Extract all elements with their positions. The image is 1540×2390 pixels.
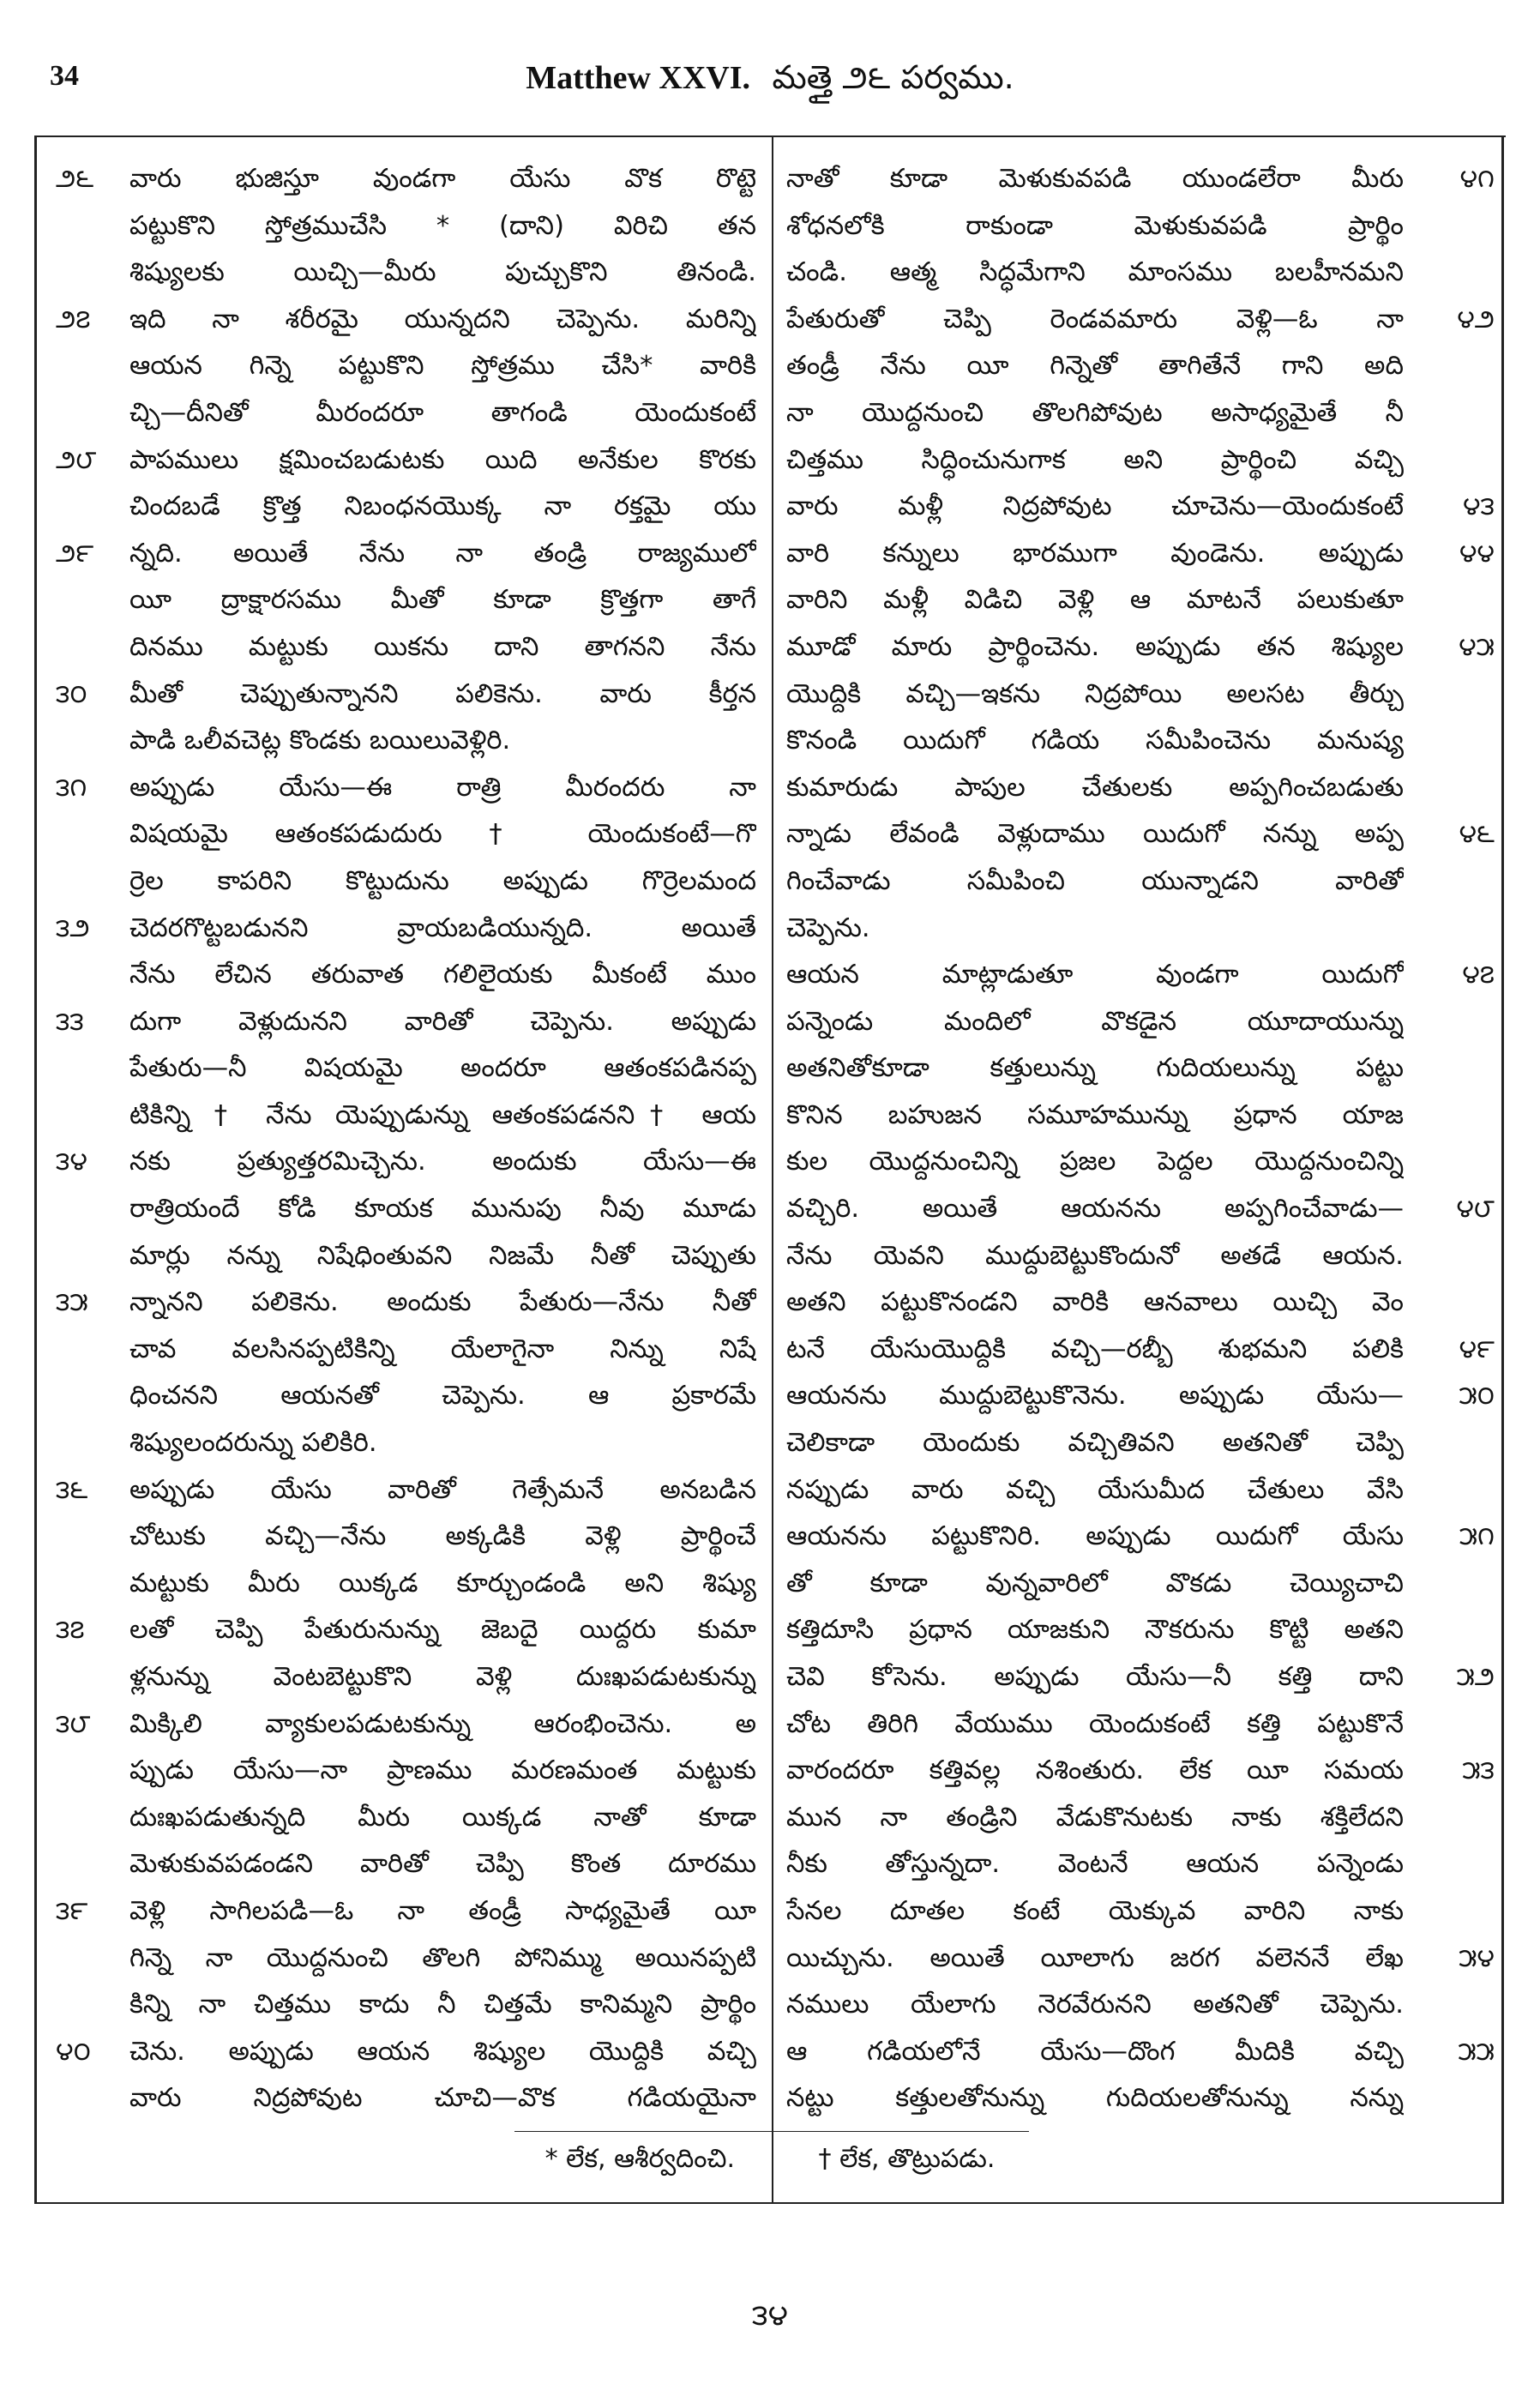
verse-line	[776, 1982, 1507, 2029]
verse-number: ౨౯	[56, 538, 94, 569]
verse-line	[776, 390, 1507, 437]
verse-line	[37, 2029, 770, 2076]
verse-line	[37, 718, 770, 765]
verse-text: వారిని మళ్లీ విడిచి వెళ్లి ఆ మాటనే పలుకుతూ	[786, 585, 1404, 616]
verse-text: మీతో చెప్పుతున్నానని పలికెను. వారు కీర్తన	[129, 678, 756, 709]
verse-line	[37, 952, 770, 999]
verse-text: శిష్యులందరున్ను పలికిరి.	[129, 1428, 377, 1459]
verse-line	[37, 1093, 770, 1140]
verse-line	[776, 297, 1507, 344]
verse-text: తండ్రీ నేను యీ గిన్నెతో తాగితేనే గాని అది	[786, 351, 1404, 382]
scripture-page	[34, 34, 1506, 2333]
verse-text: చెవి కోసెను. అప్పుడు యేసు—నీ కత్తి దాని	[786, 1662, 1404, 1692]
verse-text: చావ వలసినప్పటికిన్ని యేలాగైనా నిన్ను నిషే	[129, 1333, 756, 1364]
left-column	[37, 156, 770, 2122]
verse-line	[37, 1561, 770, 1608]
verse-line	[776, 624, 1507, 671]
verse-line	[776, 858, 1507, 906]
verse-text: శిష్యులకు యిచ్చి—మీరు పుచ్చుకొని తినండి.	[129, 257, 756, 288]
verse-number: ౩౮	[56, 1708, 91, 1739]
verse-line	[776, 484, 1507, 531]
verse-text: చోట తిరిగి వేయుము యెందుకంటే కత్తి పట్టుకొనే	[786, 1708, 1404, 1739]
verse-line	[776, 1561, 1507, 1608]
verse-line	[776, 1279, 1507, 1327]
verse-text: వారు మళ్లీ నిద్రపోవుట చూచెను—యెందుకంటే	[786, 491, 1404, 522]
verse-line	[37, 1514, 770, 1561]
verse-line	[776, 1935, 1507, 1983]
verse-line	[37, 1701, 770, 1749]
verse-text: అతని పట్టుకొనండని వారికి ఆనవాలు యిచ్చి వెం	[786, 1287, 1404, 1318]
verse-text: వారు భుజిస్తూ వుండగా యేసు వొక రొట్టె	[129, 164, 756, 194]
verse-line	[776, 765, 1507, 812]
verse-number: ౪౫	[1459, 631, 1495, 662]
verse-text: ఆయన మాట్లాడుతూ వుండగా యిదుగో	[786, 960, 1404, 990]
verse-line	[776, 1327, 1507, 1374]
verse-number: ౩౬	[56, 1474, 88, 1505]
verse-text: ఇది నా శరీరమై యున్నదని చెప్పెను. మరిన్ని	[129, 304, 756, 334]
verse-line	[37, 1233, 770, 1280]
verse-text: కత్తిదూసి ప్రధాన యాజకుని నౌకరును కొట్టి అతని	[786, 1615, 1404, 1646]
verse-line	[37, 1748, 770, 1795]
verse-line	[776, 203, 1507, 250]
verse-text: పాడి ఒలీవచెట్ల కొండకు బయిలువెళ్లిరి.	[129, 725, 511, 756]
verse-text: నట్టు కత్తులతోనున్ను గుదియలతోనున్ను నన్ను	[786, 2083, 1404, 2114]
verse-text: ఆయన గిన్నె పట్టుకొని స్తోత్రము చేసి* వారికి	[129, 351, 756, 382]
verse-text: నాతో కూడా మెళుకువపడి యుండలేరా మీరు	[786, 164, 1404, 194]
verse-text: వచ్చిరి. అయితే ఆయనను అప్పగించేవాడు—	[786, 1194, 1404, 1225]
verse-number: ౪౨	[1457, 304, 1495, 334]
footnote-rule	[514, 2131, 1029, 2132]
verse-line	[776, 1233, 1507, 1280]
verse-text: కొనండి యిదుగో గడియ సమీపించెను మనుష్య	[786, 725, 1404, 756]
verse-line	[776, 1139, 1507, 1186]
footnote-2: † లేక, తొట్రుపడు.	[818, 2144, 996, 2174]
verse-text: పేతురు—నీ విషయమై అందరూ ఆతంకపడినప్ప	[129, 1053, 756, 1084]
verse-line	[776, 1467, 1507, 1514]
verse-line	[37, 1795, 770, 1842]
verse-text: న్నది. అయితే నేను నా తండ్రి రాజ్యములో	[129, 538, 756, 569]
verse-text: చండి. ఆత్మ సిద్ధమేగాని మాంసము బలహీనమని	[786, 257, 1404, 288]
folio-number: ౩౪	[752, 2298, 788, 2333]
verse-line	[37, 1888, 770, 1935]
verse-number: ౪౮	[1456, 1194, 1495, 1225]
verse-line	[37, 1935, 770, 1983]
verse-line	[776, 1795, 1507, 1842]
verse-text: ఆయనను ముద్దుబెట్టుకొనెను. అప్పుడు యేసు—	[786, 1381, 1404, 1412]
verse-line	[776, 906, 1507, 953]
verse-line	[37, 531, 770, 578]
verse-number: ౨౮	[56, 444, 97, 475]
verse-number: ౪౭	[1462, 960, 1495, 990]
verse-line	[37, 1420, 770, 1467]
verse-text: పన్నెండు మందిలో వొకడైన యూదాయున్ను	[786, 1006, 1404, 1037]
verse-text: న్నాడు లేవండి వెళ్లుదాము యిదుగో నన్ను అప్ప	[786, 819, 1404, 850]
verse-line	[776, 1748, 1507, 1795]
verse-line	[776, 1045, 1507, 1093]
verse-line	[37, 203, 770, 250]
verse-number: ౫౨	[1456, 1662, 1495, 1692]
verse-text: యీ ద్రాక్షారసము మీతో కూడా క్రొత్తగా తాగే	[129, 585, 756, 616]
verse-text: అప్పుడు యేసు వారితో గెత్సేమనే అనబడిన	[129, 1474, 756, 1505]
title-latin: Matthew XXVI.	[526, 60, 750, 96]
footnotes	[34, 2144, 1506, 2180]
verse-line	[37, 999, 770, 1046]
verse-number: ౩౦	[56, 678, 87, 709]
verse-text: నములు యేలాగు నెరవేరునని అతనితో చెప్పెను.	[786, 1990, 1404, 2020]
verse-line	[37, 1186, 770, 1233]
verse-line	[37, 811, 770, 858]
verse-line	[37, 1467, 770, 1514]
verse-number: ౩౪	[56, 1147, 87, 1177]
verse-number: ౪౯	[1459, 1333, 1495, 1364]
verse-text: కిన్ని నా చిత్తము కాదు నీ చిత్తమే కానిమ్మని ప్రార్థిం	[129, 1990, 756, 2020]
verse-number: ౪౩	[1463, 491, 1495, 522]
verse-line	[776, 531, 1507, 578]
verse-line	[37, 390, 770, 437]
verse-text: ర్రెల కాపరిని కొట్టుదును అప్పుడు గొర్రెలమంద	[129, 865, 756, 896]
verse-text: మార్లు నన్ను నిషేధింతువని నిజమే నీతో చెప్పుతు	[129, 1240, 756, 1271]
verse-line	[776, 437, 1507, 485]
verse-line	[776, 811, 1507, 858]
verse-line	[776, 999, 1507, 1046]
verse-line	[37, 1139, 770, 1186]
verse-line	[37, 765, 770, 812]
verse-line	[776, 2029, 1507, 2076]
verse-text: మిక్కిలి వ్యాకులపడుటకున్ను ఆరంభించెను. అ	[129, 1708, 756, 1739]
verse-line	[776, 1607, 1507, 1654]
verse-line	[37, 624, 770, 671]
verse-text: సేనల దూతల కంటే యెక్కువ వారిని నాకు	[786, 1895, 1404, 1926]
running-header	[34, 34, 1506, 129]
verse-text: గిన్నె నా యొద్దనుంచి తొలగి పోనిమ్ము అయినప్పటి	[129, 1942, 756, 1973]
verse-line	[776, 156, 1507, 203]
verse-line	[776, 250, 1507, 297]
verse-text: పేతురుతో చెప్పి రెండవమారు వెళ్లి—ఓ నా	[786, 304, 1404, 334]
verse-text: గించేవాడు సమీపించి యున్నాడని వారితో	[786, 865, 1404, 896]
verse-text: టికిన్ని † నేను యెప్పుడున్ను ఆతంకపడనని† ఆయ	[129, 1099, 756, 1130]
verse-text: నా యొద్దనుంచి తొలగిపోవుట అసాధ్యమైతే నీ	[786, 397, 1404, 428]
verse-line	[776, 1888, 1507, 1935]
verse-line	[776, 1093, 1507, 1140]
verse-text: న్నానని పలికెను. అందుకు పేతురు—నేను నీతో	[129, 1287, 756, 1318]
verse-line	[776, 1841, 1507, 1888]
verse-line	[37, 2075, 770, 2122]
verse-text: ఆయనను పట్టుకొనిరి. అప్పుడు యిదుగో యేసు	[786, 1521, 1404, 1552]
verse-text: నకు ప్రత్యుత్తరమిచ్చెను. అందుకు యేసు—ఈ	[129, 1147, 756, 1177]
verse-text: ప్పుడు యేసు—నా ప్రాణము మరణమంత మట్టుకు	[129, 1755, 756, 1786]
verse-line	[37, 484, 770, 531]
verse-text: వారందరూ కత్తివల్ల నశింతురు. లేక యీ సమయ	[786, 1755, 1404, 1786]
verse-line	[37, 906, 770, 953]
verse-text: చెదరగొట్టబడునని వ్రాయబడియున్నది. అయితే	[129, 912, 756, 943]
verse-line	[37, 1607, 770, 1654]
footnote-1: * లేక, ఆశీర్వదించి.	[544, 2144, 735, 2174]
verse-text: వారు నిద్రపోవుట చూచి—వొక గడియయైనా	[129, 2083, 756, 2114]
verse-line	[776, 718, 1507, 765]
verse-text: మట్టుకు మీరు యిక్కడ కూర్చుండండి అని శిష్యు	[129, 1568, 756, 1598]
verse-text: అప్పుడు యేసు—ఈ రాత్రి మీరందరు నా	[129, 772, 756, 803]
verse-text: శోధనలోకి రాకుండా మెళుకువపడి ప్రార్థిం	[786, 210, 1404, 241]
verse-number: ౫౫	[1458, 2036, 1495, 2067]
verse-text: లతో చెప్పి పేతురునున్ను జెబదై యిద్దరు కుమా	[129, 1615, 756, 1646]
verse-line	[37, 297, 770, 344]
verse-line	[37, 156, 770, 203]
verse-number: ౫౪	[1459, 1942, 1495, 1973]
verse-text: కొనిన బహుజన సమూహమున్ను ప్రధాన యాజ	[786, 1099, 1404, 1130]
verse-line	[776, 671, 1507, 719]
verse-number: ౩౭	[56, 1615, 85, 1646]
verse-line	[37, 1373, 770, 1420]
verse-text: చెను. అప్పుడు ఆయన శిష్యుల యొద్దికి వచ్చి	[129, 2036, 756, 2067]
verse-text: ధించనని ఆయనతో చెప్పెను. ఆ ప్రకారమే	[129, 1381, 756, 1412]
verse-text: మున నా తండ్రిని వేడుకొనుటకు నాకు శక్తిలేదని	[786, 1802, 1404, 1833]
verse-line	[37, 671, 770, 719]
verse-line	[776, 1514, 1507, 1561]
verse-text: యొద్దికి వచ్చి—ఇకను నిద్రపోయి అలసట తీర్చు	[786, 678, 1404, 709]
verse-number: ౪౪	[1459, 538, 1495, 569]
page-number: 34	[50, 60, 79, 92]
verse-line	[37, 1279, 770, 1327]
verse-line	[776, 1186, 1507, 1233]
verse-text: విషయమై ఆతంకపడుదురు † యెందుకంటే—గొ	[129, 819, 756, 850]
verse-line	[37, 1045, 770, 1093]
verse-text: నేను లేచిన తరువాత గలిలైయకు మీకంటే ముం	[129, 960, 756, 990]
verse-number: ౫౧	[1459, 1521, 1495, 1552]
verse-text: ఆ గడియలోనే యేసు—దొంగ మీదికి వచ్చి	[786, 2036, 1404, 2067]
verse-text: దుఃఖపడుతున్నది మీరు యిక్కడ నాతో కూడా	[129, 1802, 756, 1833]
verse-line	[37, 577, 770, 624]
verse-text: దినము మట్టుకు యికను దాని తాగనని నేను	[129, 631, 756, 662]
verse-text: పాపములు క్షమించబడుటకు యిది అనేకుల కొరకు	[129, 444, 756, 475]
verse-text: చోటుకు వచ్చి—నేను అక్కడికి వెళ్లి ప్రార్థించే	[129, 1521, 756, 1552]
verse-line	[776, 343, 1507, 390]
verse-text: టనే యేసుయొద్దికి వచ్చి—రబ్బీ శుభమని పలికి	[786, 1333, 1404, 1364]
verse-number: ౫౩	[1462, 1755, 1495, 1786]
verse-number: ౨౭	[56, 304, 91, 334]
verse-text: నప్పుడు వారు వచ్చి యేసుమీద చేతులు వేసి	[786, 1474, 1404, 1505]
verse-text: కుమారుడు పాపుల చేతులకు అప్పగించబడుతు	[786, 772, 1404, 803]
verse-line	[37, 343, 770, 390]
verse-text: దుగా వెళ్లుదునని వారితో చెప్పెను. అప్పుడు	[129, 1006, 756, 1037]
verse-text: తో కూడా వున్నవారిలో వొకడు చెయ్యిచాచి	[786, 1568, 1404, 1598]
verse-number: ౩౧	[56, 772, 87, 803]
verse-text: చెలికాడా యెందుకు వచ్చితివని అతనితో చెప్పి	[786, 1428, 1404, 1459]
verse-text: చిత్తము సిద్ధించునుగాక అని ప్రార్థించి వచ్చి	[786, 444, 1404, 475]
verse-number: ౪౧	[1459, 164, 1495, 194]
verse-line	[776, 1701, 1507, 1749]
verse-number: ౪౦	[56, 2036, 91, 2067]
verse-number: ౪౬	[1459, 819, 1495, 850]
verse-text: చ్చి—దీనితో మీరందరూ తాగండి యెందుకంటే	[129, 397, 756, 428]
verse-text: మూడో మారు ప్రార్థించెను. అప్పుడు తన శిష్యుల	[786, 631, 1404, 662]
verse-text: రాత్రియందే కోడి కూయక మునుపు నీవు మూడు	[129, 1194, 756, 1225]
verse-text: పట్టుకొని స్తోత్రముచేసి * (దాని) విరిచి తన	[129, 210, 756, 241]
verse-number: ౩౨	[56, 912, 90, 943]
verse-line	[37, 1327, 770, 1374]
verse-line	[776, 577, 1507, 624]
verse-line	[37, 1654, 770, 1701]
verse-line	[776, 1420, 1507, 1467]
verse-text: అతనితోకూడా కత్తులున్ను గుదియలున్ను పట్టు	[786, 1053, 1404, 1084]
text-frame	[34, 137, 1504, 2204]
verse-text: వెళ్లి సాగిలపడి—ఓ నా తండ్రీ సాధ్యమైతే యీ	[129, 1895, 756, 1926]
verse-line	[776, 1654, 1507, 1701]
verse-text: చిందబడే క్రొత్త నిబంధనయొక్క నా రక్తమై యు	[129, 491, 756, 522]
verse-text: చెప్పెను.	[786, 912, 870, 943]
verse-number: ౩౩	[56, 1006, 84, 1037]
verse-number: ౩౯	[56, 1895, 88, 1926]
verse-line	[776, 2075, 1507, 2122]
title-telugu: మత్తై ౨౬ పర్వము.	[772, 58, 1014, 96]
verse-text: వారి కన్నులు భారముగా వుండెను. అప్పుడు	[786, 538, 1404, 569]
verse-line	[37, 1841, 770, 1888]
verse-line	[776, 952, 1507, 999]
verse-line	[37, 1982, 770, 2029]
verse-text: యిచ్చును. అయితే యీలాగు జరగ వలెననే లేఖ	[786, 1942, 1404, 1973]
verse-line	[776, 1373, 1507, 1420]
verse-number: ౫౦	[1459, 1381, 1495, 1412]
verse-text: నేను యెవని ముద్దుబెట్టుకొందునో అతడే ఆయన.	[786, 1240, 1404, 1271]
verse-line	[37, 437, 770, 485]
verse-text: ళ్లనున్ను వెంటబెట్టుకొని వెళ్లి దుఃఖపడుటకున్ను	[129, 1662, 756, 1692]
verse-line	[37, 858, 770, 906]
verse-number: ౩౫	[56, 1287, 88, 1318]
right-column	[776, 156, 1507, 2122]
running-title	[34, 58, 1506, 105]
column-divider	[772, 137, 773, 2202]
verse-text: నీకు తోస్తున్నదా. వెంటనే ఆయన పన్నెండు	[786, 1849, 1404, 1880]
verse-text: మెళుకువపడండని వారితో చెప్పి కొంత దూరము	[129, 1849, 756, 1880]
verse-number: ౨౬	[56, 164, 94, 194]
verse-text: కుల యొద్దనుంచిన్ని ప్రజల పెద్దల యొద్దనుంచిన్ని	[786, 1147, 1404, 1177]
verse-line	[37, 250, 770, 297]
